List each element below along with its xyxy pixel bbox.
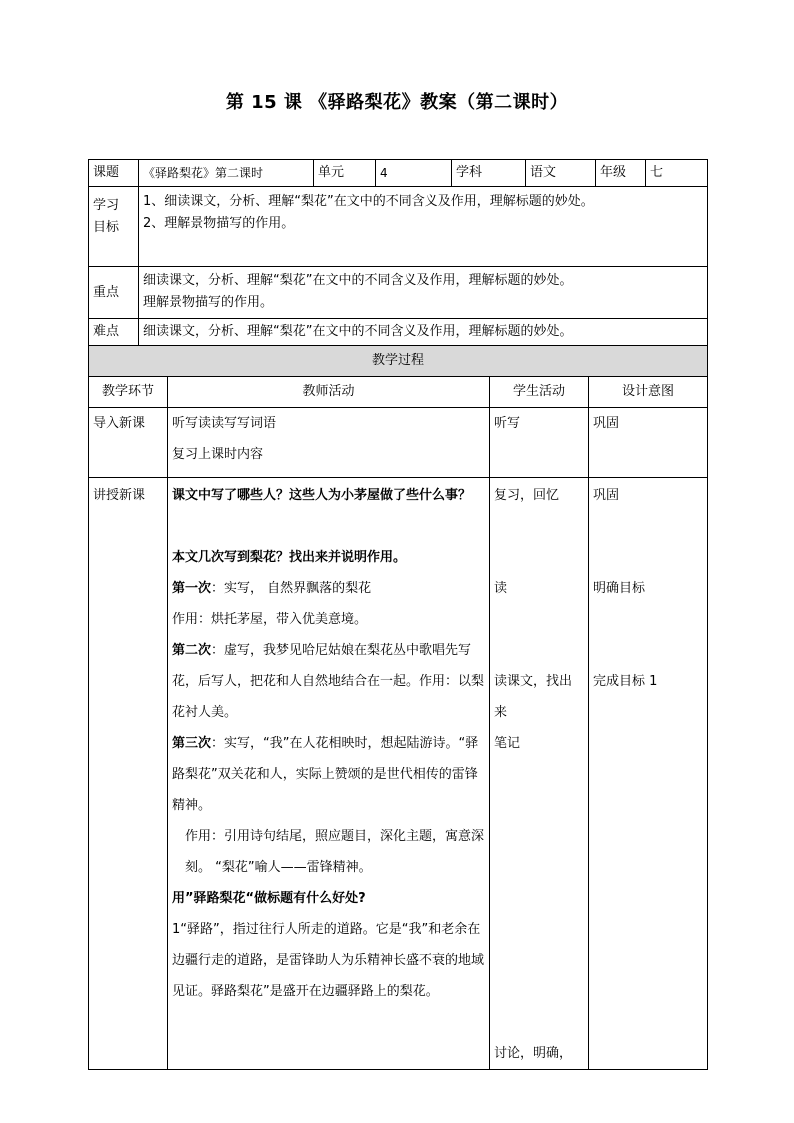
table-row [89,478,708,1070]
unit-label: 单元 [314,160,376,187]
design-intent: 明确目标 [593,581,646,596]
subject-value: 语文 [526,160,596,187]
design-intent: 完成目标 1 [593,674,658,689]
first-text: ：实写， 自然界飘落的梨花 [211,581,372,596]
col-stage-header: 教学环节 [89,377,168,408]
student-activity: 读课文，找出来 [494,674,573,720]
process-header: 教学过程 [89,346,708,377]
student-activity: 读 [494,581,508,596]
goal-label-line1: 学习 [93,198,120,213]
col-teacher-header: 教师活动 [168,377,490,408]
topic-label: 课题 [89,160,139,187]
lesson-info-table [88,159,708,346]
design-intent: 巩固 [593,488,620,503]
question-3: 用”驿路梨花“做标题有什么好处? [172,891,366,906]
student-cell: 听写 [490,408,589,478]
grade-value: 七 [646,160,708,187]
first-label: 第一次 [172,581,212,596]
teaching-process-table [88,345,708,1070]
first-mention [172,573,485,604]
difficulty-label: 难点 [89,319,139,346]
third-label: 第三次 [172,736,212,751]
student-activity: 讨论，明确， [494,1046,573,1061]
topic-value: 《驿路梨花》第二课时 [139,160,314,187]
focus-label: 重点 [89,267,139,319]
goal-content [139,187,708,267]
answer-3: 1“驿路”，指过往行人所走的道路。它是“我”和老余在边疆行走的道路，是雷锋助人为乐精神长盛不衰的地域见证。驿路梨花”是盛开在边疆驿路上的梨花。 [172,922,485,999]
third-mention [172,728,485,821]
third-text: ：实写，“我”在人花相映时，想起陆游诗。“驿路梨花”双关花和人，实际上赞颂的是世代相传的雷锋精神。 [172,736,479,813]
student-activity: 笔记 [494,736,521,751]
grade-label: 年级 [596,160,646,187]
second-label: 第二次 [172,643,212,658]
stage-cell: 讲授新课 [89,478,168,1070]
goal-label [89,187,139,267]
question-2: 本文几次写到梨花？找出来并说明作用。 [172,550,407,565]
teacher-line: 听写读读写写词语 [172,416,277,431]
stage-cell: 导入新课 [89,408,168,478]
goal-label-line2: 目标 [93,220,120,235]
teacher-line: 复习上课时内容 [172,447,264,462]
teacher-cell [168,478,490,1070]
subject-label: 学科 [452,160,526,187]
student-activity: 复习，回忆 [494,488,560,503]
goal-item: 1、细读课文，分析、理解“梨花”在文中的不同含义及作用，理解标题的妙处。 [143,194,594,209]
second-text: ：虚写，我梦见哈尼姑娘在梨花丛中歌唱先写花，后写人，把花和人自然地结合在一起。作用：以梨花衬人美。 [172,643,485,720]
col-student-header: 学生活动 [490,377,589,408]
col-intent-header: 设计意图 [589,377,708,408]
unit-value: 4 [376,160,452,187]
intent-cell: 巩固 [589,408,708,478]
focus-content [139,267,708,319]
goal-item: 2、理解景物描写的作用。 [143,216,295,231]
page-title: 第 15 课 《驿路梨花》教案（第二课时） [225,92,569,113]
second-mention [172,635,485,728]
intent-cell [589,478,708,1070]
focus-item: 理解景物描写的作用。 [143,295,274,310]
table-row [89,408,708,478]
first-effect: 作用：烘托茅屋，带入优美意境。 [172,612,368,627]
question-1: 课文中写了哪些人？这些人为小茅屋做了些什么事？ [172,488,472,503]
focus-item: 细读课文，分析、理解“梨花”在文中的不同含义及作用，理解标题的妙处。 [143,273,573,288]
teacher-cell [168,408,490,478]
student-cell [490,478,589,1070]
third-effect: 作用：引用诗句结尾，照应题目，深化主题，寓意深刻。 “梨花”喻人——雷锋精神。 [185,829,485,875]
difficulty-content: 细读课文，分析、理解“梨花”在文中的不同含义及作用，理解标题的妙处。 [139,319,708,346]
